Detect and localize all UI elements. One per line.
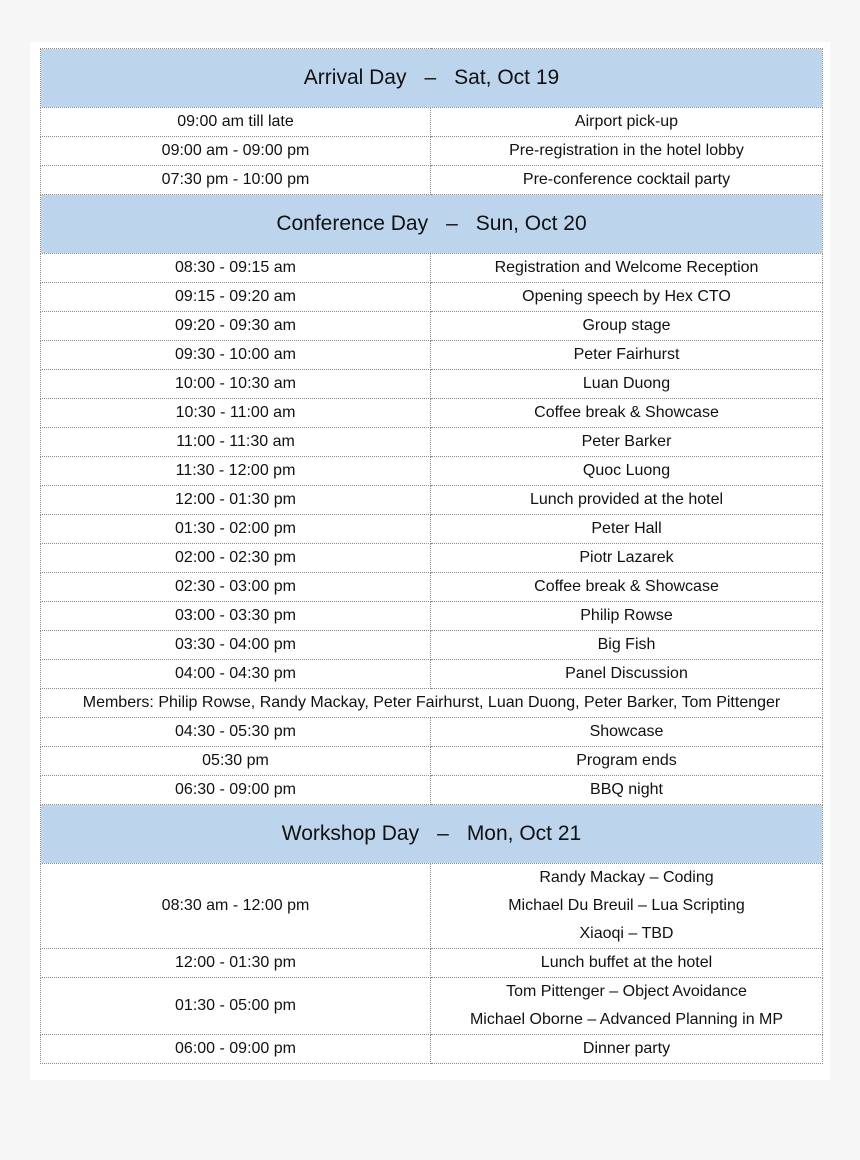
schedule-row xyxy=(41,776,823,805)
panel-members-row xyxy=(41,689,823,718)
event-line: BBQ night xyxy=(590,781,663,798)
schedule-row xyxy=(41,283,823,312)
time-cell: 08:30 am - 12:00 pm xyxy=(41,864,431,949)
day-date: Mon, Oct 21 xyxy=(466,822,582,845)
event-line: Dinner party xyxy=(582,1040,671,1057)
time-cell: 02:00 - 02:30 pm xyxy=(41,544,431,573)
time-cell: 07:30 pm - 10:00 pm xyxy=(41,166,431,195)
event-line: Luan Duong xyxy=(582,375,671,392)
event-line: Showcase xyxy=(589,723,664,740)
event-cell xyxy=(431,544,823,573)
event-cell xyxy=(431,864,823,949)
event-line: Piotr Lazarek xyxy=(579,549,674,566)
schedule-row xyxy=(41,949,823,978)
time-cell: 10:00 - 10:30 am xyxy=(41,370,431,399)
schedule-row xyxy=(41,108,823,137)
schedule-row xyxy=(41,486,823,515)
schedule-row xyxy=(41,457,823,486)
schedule-row xyxy=(41,254,823,283)
event-cell xyxy=(431,602,823,631)
schedule-table xyxy=(40,48,823,1064)
schedule-row xyxy=(41,718,823,747)
event-line: Peter Hall xyxy=(591,520,662,537)
event-line: Pre-conference cocktail party xyxy=(522,171,731,188)
day-separator: – xyxy=(446,212,458,235)
schedule-row xyxy=(41,341,823,370)
day-date: Sun, Oct 20 xyxy=(475,212,587,235)
event-cell xyxy=(431,254,823,283)
event-cell xyxy=(431,747,823,776)
event-cell xyxy=(431,776,823,805)
time-cell: 06:30 - 09:00 pm xyxy=(41,776,431,805)
time-cell: 11:30 - 12:00 pm xyxy=(41,457,431,486)
schedule-row xyxy=(41,428,823,457)
schedule-row xyxy=(41,544,823,573)
event-line: Pre-registration in the hotel lobby xyxy=(509,142,744,159)
event-cell xyxy=(431,399,823,428)
event-cell xyxy=(431,978,823,1035)
schedule-row xyxy=(41,631,823,660)
event-line: Quoc Luong xyxy=(582,462,671,479)
day-header xyxy=(41,49,823,108)
event-cell xyxy=(431,166,823,195)
event-line: Airport pick-up xyxy=(574,113,679,130)
time-cell: 09:20 - 09:30 am xyxy=(41,312,431,341)
event-line: Peter Fairhurst xyxy=(573,346,680,363)
schedule-row xyxy=(41,370,823,399)
event-line: Xiaoqi – TBD xyxy=(579,925,674,942)
event-cell xyxy=(431,108,823,137)
day-title: Conference Day xyxy=(276,212,429,235)
schedule-row xyxy=(41,602,823,631)
time-cell: 08:30 - 09:15 am xyxy=(41,254,431,283)
schedule-row xyxy=(41,864,823,949)
event-cell xyxy=(431,949,823,978)
event-cell xyxy=(431,312,823,341)
event-line: Coffee break & Showcase xyxy=(534,578,719,595)
time-cell: 12:00 - 01:30 pm xyxy=(41,486,431,515)
time-cell: 03:30 - 04:00 pm xyxy=(41,631,431,660)
schedule-row xyxy=(41,515,823,544)
event-cell xyxy=(431,428,823,457)
event-line: Opening speech by Hex CTO xyxy=(522,288,731,305)
time-cell: 09:15 - 09:20 am xyxy=(41,283,431,312)
event-line: Peter Barker xyxy=(581,433,672,450)
event-cell xyxy=(431,457,823,486)
event-line: Lunch provided at the hotel xyxy=(529,491,724,508)
time-cell: 02:30 - 03:00 pm xyxy=(41,573,431,602)
schedule-row xyxy=(41,1035,823,1064)
panel-members-note: Members: Philip Rowse, Randy Mackay, Peter Fairhurst, Luan Duong, Peter Barker, Tom Pittenger xyxy=(41,689,823,718)
schedule-row xyxy=(41,166,823,195)
day-title: Arrival Day xyxy=(303,66,407,89)
event-cell xyxy=(431,486,823,515)
event-line: Group stage xyxy=(582,317,671,334)
time-cell: 09:30 - 10:00 am xyxy=(41,341,431,370)
time-cell: 04:30 - 05:30 pm xyxy=(41,718,431,747)
day-header xyxy=(41,805,823,864)
day-separator: – xyxy=(424,66,437,89)
event-line: Panel Discussion xyxy=(565,665,688,682)
day-header-cell xyxy=(41,49,823,108)
event-cell xyxy=(431,515,823,544)
time-cell: 09:00 am - 09:00 pm xyxy=(41,137,431,166)
schedule-row xyxy=(41,137,823,166)
time-cell: 04:00 - 04:30 pm xyxy=(41,660,431,689)
event-line: Michael Du Breuil – Lua Scripting xyxy=(508,897,745,914)
event-line: Registration and Welcome Reception xyxy=(494,259,759,276)
event-line: Tom Pittenger – Object Avoidance xyxy=(506,983,747,1000)
event-cell xyxy=(431,283,823,312)
event-cell xyxy=(431,660,823,689)
day-header-cell xyxy=(41,195,823,254)
time-cell: 10:30 - 11:00 am xyxy=(41,399,431,428)
schedule-row xyxy=(41,660,823,689)
schedule-body xyxy=(41,49,823,1064)
time-cell: 12:00 - 01:30 pm xyxy=(41,949,431,978)
day-header xyxy=(41,195,823,254)
event-cell xyxy=(431,573,823,602)
day-separator: – xyxy=(437,822,449,845)
time-cell: 11:00 - 11:30 am xyxy=(41,428,431,457)
event-line: Program ends xyxy=(576,752,677,769)
day-header-cell xyxy=(41,805,823,864)
schedule-row xyxy=(41,399,823,428)
day-title: Workshop Day xyxy=(281,822,420,845)
event-line: Michael Oborne – Advanced Planning in MP xyxy=(469,1011,784,1028)
schedule-row xyxy=(41,978,823,1035)
time-cell: 09:00 am till late xyxy=(41,108,431,137)
event-line: Lunch buffet at the hotel xyxy=(540,954,713,971)
event-line: Coffee break & Showcase xyxy=(534,404,719,421)
event-cell xyxy=(431,631,823,660)
time-cell: 01:30 - 02:00 pm xyxy=(41,515,431,544)
time-cell: 06:00 - 09:00 pm xyxy=(41,1035,431,1064)
time-cell: 01:30 - 05:00 pm xyxy=(41,978,431,1035)
time-cell: 03:00 - 03:30 pm xyxy=(41,602,431,631)
day-date: Sat, Oct 19 xyxy=(454,66,560,89)
schedule-row xyxy=(41,312,823,341)
event-line: Philip Rowse xyxy=(580,607,673,624)
schedule-row xyxy=(41,747,823,776)
event-line: Big Fish xyxy=(597,636,656,653)
schedule-sheet xyxy=(30,42,830,1080)
event-cell xyxy=(431,137,823,166)
time-cell: 05:30 pm xyxy=(41,747,431,776)
schedule-row xyxy=(41,573,823,602)
event-line: Randy Mackay – Coding xyxy=(539,869,714,886)
event-cell xyxy=(431,370,823,399)
event-cell xyxy=(431,718,823,747)
event-cell xyxy=(431,1035,823,1064)
event-cell xyxy=(431,341,823,370)
